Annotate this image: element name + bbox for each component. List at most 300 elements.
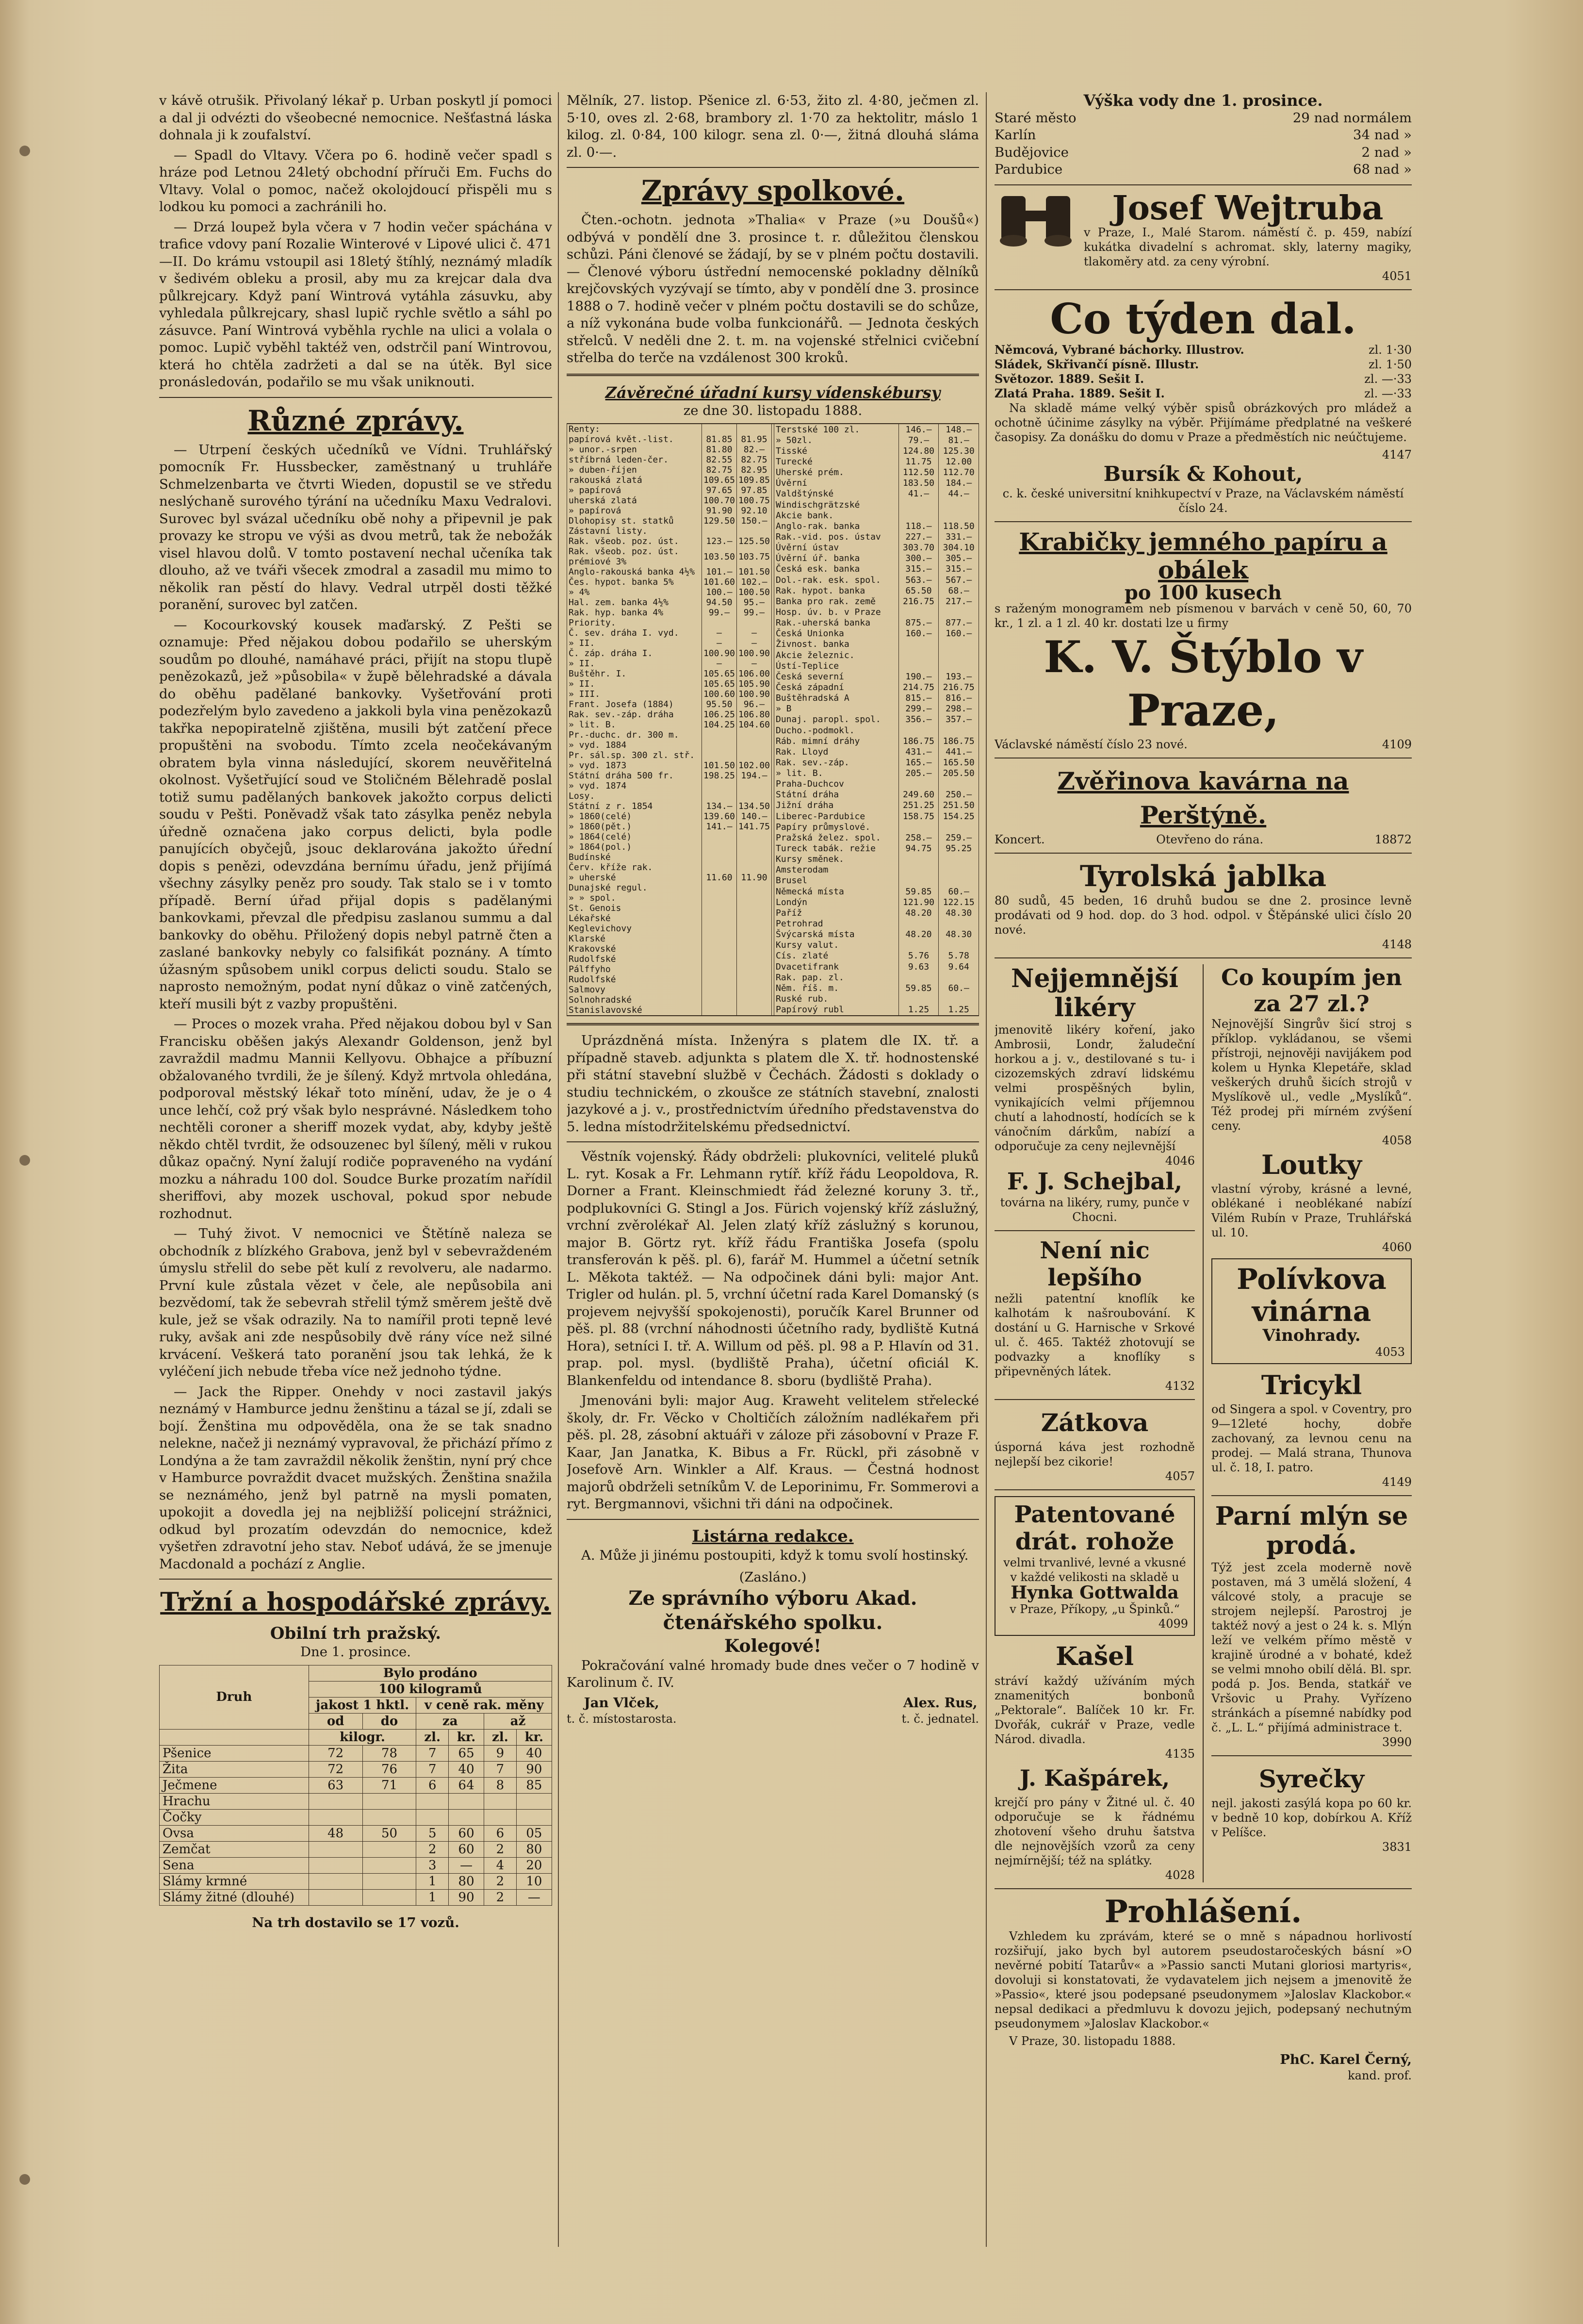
- bourse-price: [939, 918, 979, 929]
- price-cell: 40: [516, 1745, 552, 1761]
- bourse-price: [939, 940, 979, 951]
- bourse-security: Státní dráha 500 fr.: [567, 771, 702, 781]
- bourse-security: Stanislavovské: [567, 1005, 702, 1015]
- bourse-price: 9.64: [939, 961, 979, 972]
- table-header: jakost 1 hktl.: [309, 1697, 416, 1713]
- bourse-price: [939, 993, 979, 1004]
- bourse-price: [702, 832, 736, 842]
- bourse-price: —: [736, 638, 771, 648]
- market-table-body: [160, 1745, 552, 1905]
- divider: [995, 521, 1412, 522]
- price-cell: 90: [448, 1889, 484, 1905]
- bourse-row: [567, 720, 772, 730]
- price-cell: 20: [516, 1857, 552, 1873]
- bourse-row: [567, 495, 772, 506]
- bourse-row: [567, 465, 772, 475]
- price-cell: 1: [416, 1873, 449, 1889]
- bourse-row: [567, 750, 772, 760]
- bourse-security: Kursy směnek.: [774, 854, 899, 865]
- divider: [995, 957, 1412, 958]
- price-cell: [362, 1841, 416, 1857]
- bourse-price: 251.50: [939, 800, 979, 811]
- price-cell: [309, 1841, 362, 1857]
- ad-footer: [995, 832, 1412, 847]
- commodity-name: Žita: [160, 1761, 309, 1777]
- bourse-price: [702, 1005, 736, 1015]
- bourse-security: Londýn: [774, 897, 899, 907]
- signature-name: PhC. Karel Černý,: [1280, 2051, 1412, 2067]
- bourse-price: [702, 985, 736, 995]
- bourse-security: Česká západní: [774, 682, 899, 692]
- divider: [567, 167, 979, 168]
- bourse-row: [567, 679, 772, 689]
- table-header: zl.: [416, 1729, 449, 1745]
- price-cell: 72: [309, 1761, 362, 1777]
- commodity-name: Zemčat: [160, 1841, 309, 1857]
- bourse-security: Rak. všeob. poz. úst. prémiové 3%: [567, 546, 702, 567]
- water-level-place: Karlín: [995, 127, 1036, 143]
- bourse-price: 315.—: [898, 564, 939, 575]
- bourse-row: [774, 865, 979, 875]
- divider: [1211, 1495, 1412, 1496]
- column-3: [995, 92, 1412, 2083]
- book-item: [995, 357, 1412, 372]
- divider: [159, 1579, 552, 1580]
- bourse-price: [898, 499, 939, 510]
- book-item: [995, 372, 1412, 386]
- ad-number: 4147: [1382, 447, 1412, 462]
- bourse-row: [774, 639, 979, 650]
- bourse-row: [567, 862, 772, 873]
- bourse-price: 103.75: [736, 546, 771, 567]
- bourse-price: [736, 913, 771, 923]
- bourse-security: » B: [774, 704, 899, 714]
- bourse-security: Česká esk. banka: [774, 564, 899, 575]
- bourse-row: [774, 757, 979, 768]
- bourse-price: 99.—: [736, 608, 771, 618]
- table-row: [160, 1841, 552, 1857]
- bourse-row: [774, 746, 979, 757]
- bourse-price: 205.—: [898, 768, 939, 779]
- ad-firm: Hynka Gottwalda: [1011, 1582, 1179, 1603]
- bourse-price: 441.—: [939, 746, 979, 757]
- bourse-row: [567, 597, 772, 608]
- bourse-security: Státní z r. 1854: [567, 801, 702, 811]
- price-cell: [309, 1889, 362, 1905]
- bourse-price: —: [702, 638, 736, 648]
- bourse-price: 101.50: [736, 567, 771, 577]
- bourse-security: Amsterodam: [774, 865, 899, 875]
- ad-title: Co koupím jen za 27 zl.?: [1221, 964, 1402, 1017]
- bourse-price: 60.—: [939, 886, 979, 897]
- news-paragraph: — Tuhý život. V nemocnici ve Štětíně naleza se obchodník z blízkého Grabova, jenž byl v sebevraždeném úmyslu střelil do sebe pět kulí z revolveru, ale nadarmo. První kule zůstala vězet v čele, ale nepůsobila ani bezvědomí, tak že sebevrah střelil týmž směrem ještě dvě kule, jež se však odrazily. Na to namířil proti tepně levé ruky, avšak ani zde nespůsobily dvě rány více než silné krvácení. Veškerá tato poranění jsou tak lehká, že k vyléčení jich nebude třeba více než jednoho týdne.: [159, 1226, 552, 1379]
- bourse-price: 101.50: [702, 760, 736, 771]
- divider: [567, 1023, 979, 1025]
- bourse-price: [736, 883, 771, 893]
- bourse-price: 95.50: [702, 699, 736, 709]
- bourse-row: [567, 587, 772, 597]
- bourse-row: [774, 897, 979, 907]
- bourse-security: St. Genois: [567, 903, 702, 913]
- bourse-price: 331.—: [939, 531, 979, 542]
- bourse-security: Krakovské: [567, 944, 702, 954]
- bourse-price: 101.60: [702, 577, 736, 587]
- market-price-table: [159, 1665, 552, 1906]
- bourse-row: [774, 714, 979, 725]
- ad-number: 4135: [1165, 1747, 1195, 1761]
- table-header: za: [416, 1713, 484, 1729]
- ad-number: 4028: [1165, 1868, 1195, 1882]
- bourse-price: [736, 893, 771, 903]
- divider: [995, 1399, 1195, 1400]
- bourse-row: [567, 618, 772, 628]
- ad-polivkova: [1211, 1258, 1412, 1364]
- bourse-row: [567, 475, 772, 485]
- bourse-price: 94.50: [702, 597, 736, 608]
- news-paragraph: — Utrpení českých učedníků ve Vídni. Truhlářský pomocník Fr. Hussbecker, zaměstnaný u truhláře Schmelzenbarta ve čtvrti Wieden, dopustil se ve středu neslýchaně surového týrání na učedníku Maxu Vedralovi. Surovec byl svázal učedníku obě nohy a připevnil je pak provazy ke stropu ve výši as dvou metrů, tak že nebožák visel hlavou dolů. V tomto postavení nechal učeníka tak dlouho, až ve tváři všecek zmodral a zasadil mu mimo to několik ran pěstí do hlavy. Vedral utrpěl dosti těžké poranění, surovec byl zatčen.: [159, 442, 552, 612]
- water-level-row: [995, 161, 1412, 179]
- bourse-row: [774, 800, 979, 811]
- bourse-security: Cís. zlaté: [774, 951, 899, 961]
- bourse-row: [567, 781, 772, 791]
- bourse-row: [774, 510, 979, 521]
- bourse-price: [898, 660, 939, 671]
- bourse-security: » papírová: [567, 485, 702, 495]
- ad-text: Otevřeno do rána.: [1156, 833, 1264, 846]
- price-cell: —: [516, 1889, 552, 1905]
- bourse-row: [774, 886, 979, 897]
- subheading-date: Dne 1. prosince.: [300, 1644, 411, 1660]
- water-level-list: [995, 110, 1412, 179]
- bourse-price: 100.60: [702, 689, 736, 699]
- ad-number: 4099: [1158, 1616, 1188, 1631]
- bourse-security: Keglevichovy: [567, 923, 702, 934]
- bourse-price: [702, 893, 736, 903]
- bourse-price: [898, 822, 939, 832]
- bourse-row: [774, 918, 979, 929]
- bourse-row: [774, 790, 979, 800]
- bourse-security: Rak.-vid. pos. ústav: [774, 531, 899, 542]
- bourse-price: [898, 940, 939, 951]
- bourse-row: [567, 730, 772, 740]
- table-header: Bylo prodáno: [309, 1665, 552, 1681]
- bourse-row: [567, 893, 772, 903]
- ads-row: [995, 964, 1412, 1882]
- bourse-price: [702, 852, 736, 862]
- ad-title: Nejjemnější likéry: [1011, 964, 1179, 1022]
- ad-title: F. J. Schejbal,: [1007, 1168, 1183, 1195]
- bourse-row: [567, 954, 772, 964]
- bourse-row: [567, 811, 772, 822]
- ad-title: Krabičky jemného papíru a obálek: [1019, 527, 1387, 584]
- bourse-security: Papírový rubl: [774, 1005, 899, 1015]
- bourse-price: 97.85: [736, 485, 771, 495]
- notice-text: Pokračování valné hromady bude dnes večer o 7 hodině v Karolinum č. IV.: [567, 1657, 979, 1690]
- bourse-security: Rak. hypot. banka: [774, 585, 899, 596]
- bourse-price: 82.55: [702, 455, 736, 465]
- price-cell: 71: [362, 1777, 416, 1793]
- price-cell: [362, 1873, 416, 1889]
- book-title: Světozor. 1889. Sešit I.: [995, 371, 1144, 386]
- bourse-row: [567, 608, 772, 618]
- bourse-row: [567, 445, 772, 455]
- bourse-price: [898, 650, 939, 660]
- bourse-security: Ruské rub.: [774, 993, 899, 1004]
- book-title: Zlatá Praha. 1889. Sešit I.: [995, 386, 1165, 400]
- bourse-price: [736, 862, 771, 873]
- price-cell: 2: [416, 1841, 449, 1857]
- bourse-price: 68.—: [939, 585, 979, 596]
- bourse-price: 125.30: [939, 445, 979, 456]
- bourse-price: [939, 660, 979, 671]
- bourse-price: 125.50: [736, 536, 771, 546]
- ad-date: V Praze, 30. listopadu 1888.: [1009, 2034, 1176, 2048]
- bourse-security: » uherské: [567, 873, 702, 883]
- bourse-price: 141.—: [702, 822, 736, 832]
- bourse-price: [898, 510, 939, 521]
- divider: [995, 853, 1412, 854]
- bourse-price: [898, 779, 939, 790]
- bourse-price: 102.00: [736, 760, 771, 771]
- price-cell: 90: [516, 1761, 552, 1777]
- bourse-security: Lékařské: [567, 913, 702, 923]
- bourse-price: [939, 875, 979, 886]
- bourse-security: » 1864(celé): [567, 832, 702, 842]
- commodity-name: Slámy žitné (dlouhé): [160, 1889, 309, 1905]
- bourse-price: 299.—: [898, 704, 939, 714]
- bourse-price: [736, 832, 771, 842]
- table-header: do: [362, 1713, 416, 1729]
- table-row: [160, 1889, 552, 1905]
- table-header: kilogr.: [309, 1729, 416, 1745]
- bourse-price: 216.75: [898, 596, 939, 607]
- bourse-price: 300.—: [898, 553, 939, 564]
- bourse-price: [939, 779, 979, 790]
- bourse-security: Pražská želez. spol.: [774, 832, 899, 843]
- price-cell: [416, 1809, 449, 1825]
- price-cell: 48: [309, 1825, 362, 1841]
- bourse-security: Anglo-rak. banka: [774, 521, 899, 531]
- price-cell: 8: [484, 1777, 517, 1793]
- ad-number: 4148: [1382, 938, 1412, 951]
- bourse-row: [774, 951, 979, 961]
- bourse-price: 205.50: [939, 768, 979, 779]
- bourse-security: » lit. B.: [567, 720, 702, 730]
- bourse-security: Hosp. úv. b. v Praze: [774, 607, 899, 617]
- bourse-price: —: [702, 628, 736, 638]
- bourse-security: Akcie bank.: [774, 510, 899, 521]
- bourse-price: 186.75: [939, 736, 979, 746]
- bourse-price: 356.—: [898, 714, 939, 725]
- bourse-price: [736, 974, 771, 985]
- water-level-heading: Výška vody dne 1. prosince.: [1083, 92, 1323, 110]
- bourse-security: uherská zlatá: [567, 495, 702, 506]
- signature-role: t. č. místostarosta.: [567, 1712, 677, 1726]
- bourse-price: [736, 526, 771, 536]
- bourse-price: 875.—: [898, 618, 939, 628]
- bourse-security: Buštěhradská A: [774, 693, 899, 704]
- commodity-name: Sena: [160, 1857, 309, 1873]
- table-row: [160, 1761, 552, 1777]
- bourse-price: 112.70: [939, 467, 979, 478]
- ad-text: v Praze, I., Malé Starom. náměstí č. p. 459, nabízí kukátka divadelní s achromat. skly, laterny magiky, tlakoměry atd. za ceny výrobní.: [1084, 225, 1412, 268]
- bourse-price: 250.—: [939, 790, 979, 800]
- bourse-row: [567, 628, 772, 638]
- price-cell: [362, 1793, 416, 1809]
- bourse-price: [702, 944, 736, 954]
- bourse-row: [567, 801, 772, 811]
- ad-title: Tyrolská jablka: [1079, 859, 1327, 893]
- bourse-price: 1.25: [898, 1005, 939, 1015]
- ad-text: Koncert.: [995, 833, 1045, 846]
- bourse-price: [702, 934, 736, 944]
- bourse-security: Ráb. mimní dráhy: [774, 736, 899, 746]
- bourse-row: [774, 768, 979, 779]
- bourse-price: 100.75: [736, 495, 771, 506]
- section-heading: Tržní a hospodářské zprávy.: [160, 1587, 551, 1617]
- bourse-price: [736, 618, 771, 628]
- ad-rohoze: [995, 1496, 1195, 1636]
- bourse-price: 1.25: [939, 1005, 979, 1015]
- bourse-row: [774, 693, 979, 704]
- bourse-row: [567, 964, 772, 974]
- bourse-price: 100.90: [736, 689, 771, 699]
- bourse-price: 48.20: [898, 929, 939, 940]
- bourse-security: Losy.: [567, 791, 702, 801]
- table-header: 100 kilogramů: [309, 1681, 552, 1697]
- bourse-row: [774, 725, 979, 736]
- ad-wejtruba: [995, 188, 1412, 283]
- price-cell: 7: [484, 1761, 517, 1777]
- ad-number: 3990: [1382, 1735, 1412, 1749]
- market-note: Na trh dostavilo se 17 vozů.: [252, 1914, 459, 1930]
- bourse-row: [774, 543, 979, 553]
- notice-heading: Ze správního výboru Akad. čtenářského spolku.: [628, 1586, 917, 1634]
- news-paragraph: — Drzá loupež byla včera v 7 hodin večer spáchána v trafice vdovy paní Rozalie Winterové v Lipové ulici č. 471—II. Do krámu vstoupil asi 18letý štíhlý, neznámý mladík v šedivém obleku a prosil, aby mu za krejcar dala dva půlkrejcary. Když paní Wintrová vytáhla zásuvku, aby vyhledala půlkrejcary, shasl lupič rychle světlo a sáhl po zásuvce. Paní Wintrová vyběhla rychle na ulici a volala o pomoc. Lupič vyběhl taktéž ven, odstrčil paní Wintrovou, která ho chtěla zadržeti a dal se na útěk. Byl sice pronásledován, podařilo se mu však uniknouti.: [159, 219, 552, 390]
- price-cell: 6: [416, 1777, 449, 1793]
- bourse-row: [774, 424, 979, 435]
- bourse-price: 298.—: [939, 704, 979, 714]
- bourse-row: [567, 516, 772, 526]
- bourse-price: [736, 852, 771, 862]
- divider: [995, 289, 1412, 290]
- book-title: Sládek, Skřivančí písně. Illustr.: [995, 357, 1199, 371]
- bourse-security: Zástavní listy.: [567, 526, 702, 536]
- bourse-row: [774, 940, 979, 951]
- book-price: zl. 1·30: [1368, 343, 1412, 357]
- ad-number: 4057: [1165, 1469, 1195, 1483]
- bourse-price: 9.63: [898, 961, 939, 972]
- bourse-row: [567, 506, 772, 516]
- news-paragraph: Věstník vojenský. Řády obdrželi: plukovníci, velitelé pluků L. ryt. Kosak a Fr. Lehmann rytíř. kříž řádu Leopoldova, R. Dorner a Frant. Kleinschmiedt řád železné koruny 3. tř., podplukovníci G. Stingl a Jos. Fürich vojenský kříž záslužný, vrchní zvěrolékař Al. Jelen zlatý kříž záslužný s korunou, major B. Görtz ryt. kříž řádu Františka Josefa (spolu transferován k pěš. pl. 6), farář M. Hummel a účetní setník L. Měkota taktéž. — Na odpočinek dáni byli: major Ant. Trigler od hulán. pl. 5, vrchní účetní rada Karel Domanský (s projevem nejvyšší spokojenosti), poručík Karel Brunner od pěš. pl. 88 (vrchní náhodnosti účetního rady, bydliště Kutná Hora), setníci I. tř. A. Willum od pěš. pl. 98 a P. Hlavín od 31. prap. pol. mysl. (bydliště Praha), účetní oficiál K. Blankenfeldu od intendance 8. sboru (bydliště Praha).: [567, 1149, 979, 1388]
- price-cell: 60: [448, 1825, 484, 1841]
- bourse-price: 81.80: [702, 445, 736, 455]
- ad-title: Polívkova vinárna: [1237, 1263, 1387, 1328]
- bourse-price: [939, 972, 979, 983]
- bourse-price: 122.15: [939, 897, 979, 907]
- price-cell: 76: [362, 1761, 416, 1777]
- bourse-row: [567, 822, 772, 832]
- bourse-price: [702, 842, 736, 852]
- bourse-security: Liberec-Pardubice: [774, 811, 899, 822]
- commodity-name: Čočky: [160, 1809, 309, 1825]
- bourse-row: [774, 854, 979, 865]
- bourse-price: 12.00: [939, 456, 979, 467]
- water-level-place: Staré město: [995, 110, 1077, 126]
- book-list: [995, 343, 1412, 401]
- bourse-price: 65.50: [898, 585, 939, 596]
- price-cell: 05: [516, 1825, 552, 1841]
- bourse-row: [774, 779, 979, 790]
- news-paragraph: A. Může ji jinému postoupiti, když k tomu svolí hostinský.: [581, 1547, 969, 1563]
- bourse-row: [774, 553, 979, 564]
- bourse-price: [898, 725, 939, 736]
- bourse-row: [774, 843, 979, 854]
- bourse-row: [567, 434, 772, 445]
- bourse-security: Červ. kříže rak.: [567, 862, 702, 873]
- bourse-price: [702, 974, 736, 985]
- bourse-row: [567, 659, 772, 669]
- bourse-row: [567, 791, 772, 801]
- subheading: Obilní trh pražský.: [270, 1624, 441, 1643]
- bourse-row: [774, 736, 979, 746]
- bourse-security: Valdštýnské: [774, 489, 899, 499]
- table-row: [160, 1793, 552, 1809]
- bourse-row: [774, 650, 979, 660]
- bourse-security: Pálffyho: [567, 964, 702, 974]
- bourse-security: » 1864(pol.): [567, 842, 702, 852]
- bourse-price: [736, 944, 771, 954]
- zaslano-label: (Zasláno.): [739, 1569, 807, 1585]
- divider: [567, 1519, 979, 1520]
- bourse-row: [567, 760, 772, 771]
- section-heading: Listárna redakce.: [692, 1526, 854, 1546]
- bourse-price: [736, 903, 771, 913]
- water-level-row: [995, 127, 1412, 144]
- bourse-price: 815.—: [898, 693, 939, 704]
- table-header: v ceně rak. měny: [416, 1697, 552, 1713]
- bourse-price: 112.50: [898, 467, 939, 478]
- ad-subtitle: po 100 kusech: [1124, 581, 1282, 604]
- bourse-row: [774, 1005, 979, 1015]
- news-paragraph: — Proces o mozek vraha. Před nějakou dobou byl v San Francisku oběšen jakýs Alexandr Goldenson, jenž byl zavraždil madmu Mannii Kellyovu. Obhajce a příbuzní obžalovaného tvrdili, že je šílený. Když mrtvola ohledána, podporoval městský lékař toto mínění, udav, že je o 4 unce lehčí, což prý však bylo nesprávné. Následkem toho nechtěli coroner a sheriff mozek vydat, aby, kdyby ještě někdo chtěl tvrdit, že odsouzenec byl šílený, měli v rukou důkaz opačný. Nyní žalují rodiče popraveného na vydání mozku a náhradu 100 dol. Soudce Burke prozatím nařídil sheriffovi, aby mozek uschoval, pokud spor nebude rozhodnut.: [159, 1016, 552, 1221]
- bourse-price: 82.—: [736, 445, 771, 455]
- bourse-price: [939, 510, 979, 521]
- bourse-row: [774, 585, 979, 596]
- bourse-price: [736, 923, 771, 934]
- bourse-row: [567, 567, 772, 577]
- bourse-price: [736, 750, 771, 760]
- bourse-price: [939, 650, 979, 660]
- bourse-security: Tisské: [774, 445, 899, 456]
- book-item: [995, 386, 1412, 401]
- ad-number: 4058: [1382, 1134, 1412, 1147]
- bourse-price: [736, 954, 771, 964]
- bourse-price: 305.—: [939, 553, 979, 564]
- bourse-price: 148.—: [939, 424, 979, 435]
- ad-text: továrna na likéry, rumy, punče v Chocni.: [1000, 1196, 1190, 1224]
- ad-number: 18872: [1374, 833, 1412, 846]
- bourse-price: 94.75: [898, 843, 939, 854]
- commodity-name: Hrachu: [160, 1793, 309, 1809]
- bourse-price: [736, 730, 771, 740]
- ad-title: Není nic lepšího: [1040, 1237, 1150, 1291]
- price-cell: [309, 1873, 362, 1889]
- bourse-security: Buštěhr. I.: [567, 669, 702, 679]
- bourse-price: 106.00: [736, 669, 771, 679]
- ad-title: Zátkova: [1041, 1408, 1149, 1437]
- column-rule: [1203, 964, 1204, 1882]
